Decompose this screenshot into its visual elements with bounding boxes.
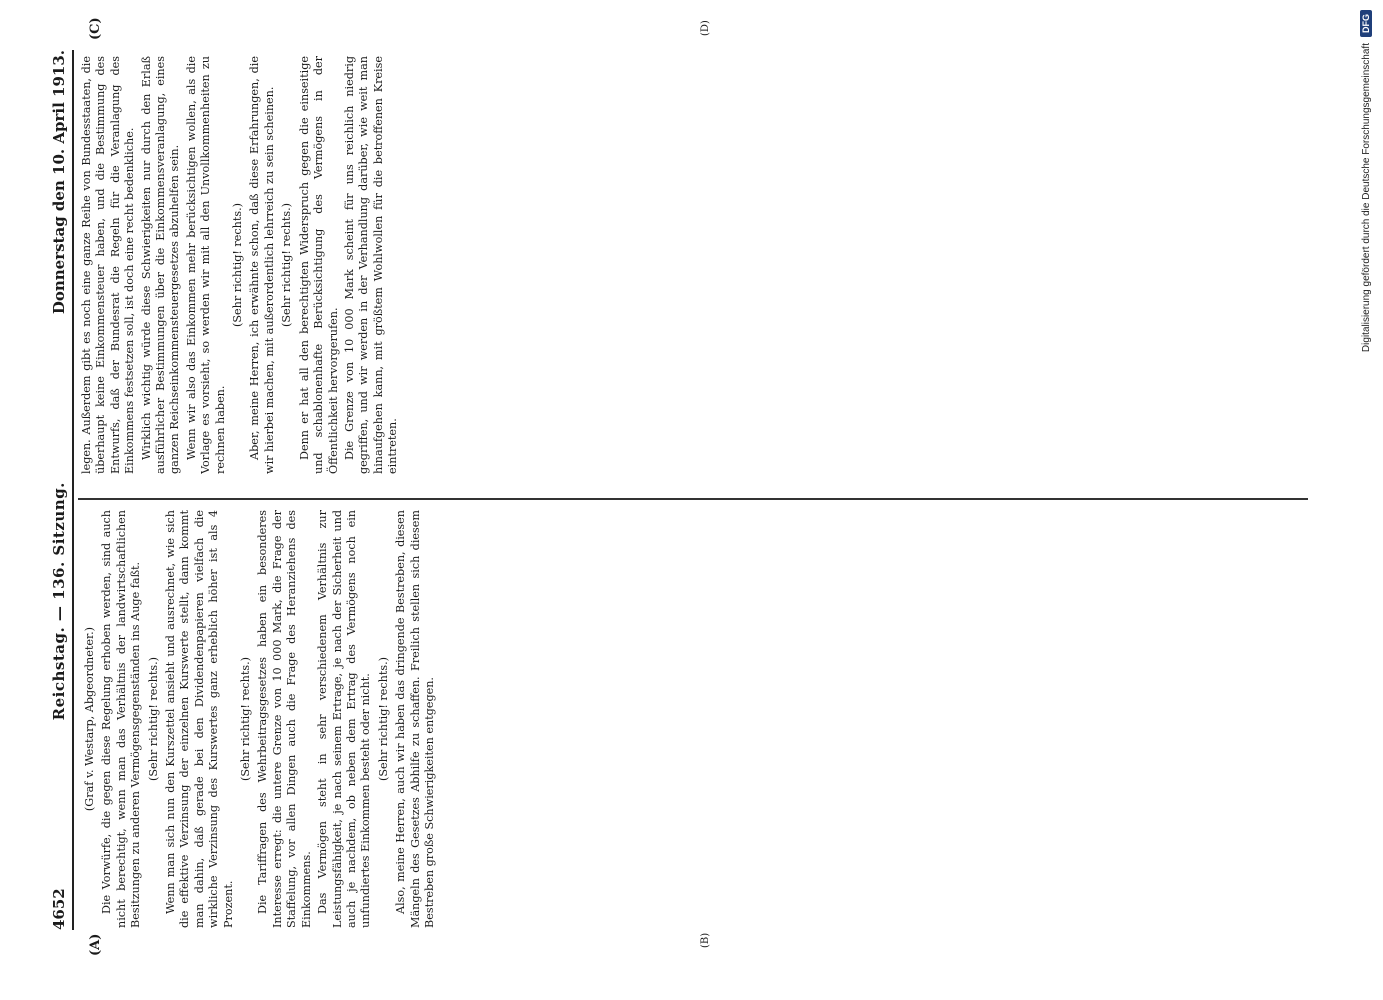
reaction-note: (Graf v. Westarp, Abgeordneter.) [83, 626, 96, 812]
reaction-note: (Sehr richtig! rechts.) [146, 656, 160, 782]
dfg-logo: DFG [1360, 10, 1372, 37]
paragraph: Das Vermögen steht in sehr verschiedenem Verhältnis zur Leistungsfähigkeit, je nach seinem Ertrage, je nach der Sicherheit und auch je nachdem, ob neben dem Ertrag des Vermögens noch ein unfundiertes Einkommen besteht oder nicht. [316, 510, 373, 928]
paragraph: Aber, meine Herren, ich erwähnte schon, daß diese Erfahrungen, die wir hierbei machen, mit außerordentlich lehrreich zu sein scheinen. [248, 56, 276, 474]
paragraph: Die Tariffragen des Wehrbeitragsgesetzes haben ein besonderes Interesse erregt: die untere Grenze von 10 000 Mark, die Frage der Staffelung, vor allen Dingen auch die Frage des Heranziehens des Einkommens. [256, 510, 313, 928]
paragraph: Wenn man sich nun den Kurszettel ansieht und ausrechnet, wie sich die effektive Verzinsung der einzelnen Kurswerte stellt, dann kommt man dahin, daß gerade bei den Dividendenpapieren vielfach die wirkliche Verzinsung des Kurswertes ganz erheblich höher ist als 4 Prozent. [164, 510, 235, 928]
paragraph: Die Grenze von 10 000 Mark scheint für uns reichlich niedrig gegriffen, und wir werden in der Verhandlung darüber, wie weit man hinaufgehen kann, mit größtem Wohlwollen für die betroffenen Kreise eintreten. [342, 56, 400, 474]
page-header [44, 50, 68, 930]
right-text-column [80, 56, 1305, 474]
reaction-note: (Sehr richtig! rechts.) [239, 656, 253, 782]
header-rule [72, 50, 74, 930]
margin-mark-d: (D) [700, 20, 711, 36]
margin-mark-a: (A) [88, 933, 103, 956]
left-text-column [80, 510, 1305, 928]
header-date: Donnerstag den 10. April 1913. [50, 50, 68, 315]
paragraph: Also, meine Herren, auch wir haben das dringende Bestreben, diesen Mängeln des Gesetzes Abhilfe zu schaffen. Freilich stellen sich diesem Bestreben große Schwierigkeiten entgegen. [394, 510, 436, 928]
reaction-note: (Sehr richtig! rechts.) [280, 202, 294, 328]
digitization-note: Digitalisierung gefördert durch die Deutsche Forschungsgemeinschaft [1360, 43, 1372, 353]
paragraph: Wenn wir also das Einkommen mehr berücksichtigen wollen, als die Vorlage es vorsieht, so werden wir mit all den Unvollkommenheiten zu rechnen haben. [184, 56, 227, 474]
margin-mark-c: (C) [88, 17, 103, 40]
paragraph: Wirklich wichtig würde diese Schwierigkeiten nur durch den Erlaß ausführlicher Bestimmungen über die Einkommensveranlagung, eines ganzen Reichseinkommensteuergesetzes abzuhelfen sein. [139, 56, 182, 474]
header-title: Reichstag. — 136. Sitzung. [50, 482, 68, 721]
paragraph: Denn er hat all den berechtigten Widerspruch gegen die einseitige und schablonenhafte Berücksichtigung des Vermögens in der Öffentlichkeit hervorgerufen. [297, 56, 340, 474]
reaction-note: (Sehr richtig! rechts.) [376, 656, 390, 782]
margin-mark-b: (B) [700, 932, 711, 948]
column-divider [78, 498, 1308, 500]
paragraph: legen. Außerdem gibt es noch eine ganze Reihe von Bundesstaaten, die überhaupt keine Einkommensteuer haben, und die Bestimmung des Entwurfs, daß der Bundesrat die Regeln für die Veranlagung des Einkommens festsetzen soll, ist doch eine recht bedenkliche. [80, 56, 137, 474]
page-number: 4652 [50, 888, 68, 930]
digitization-footer [1355, 10, 1377, 990]
reaction-note: (Sehr richtig! rechts.) [231, 202, 245, 328]
paragraph: Die Vorwürfe, die gegen diese Regelung erhoben werden, sind auch nicht berechtigt, wenn man das Verhältnis der landwirtschaftlichen Besitzungen zu anderen Vermögensgegenständen ins Auge faßt. [100, 510, 143, 928]
